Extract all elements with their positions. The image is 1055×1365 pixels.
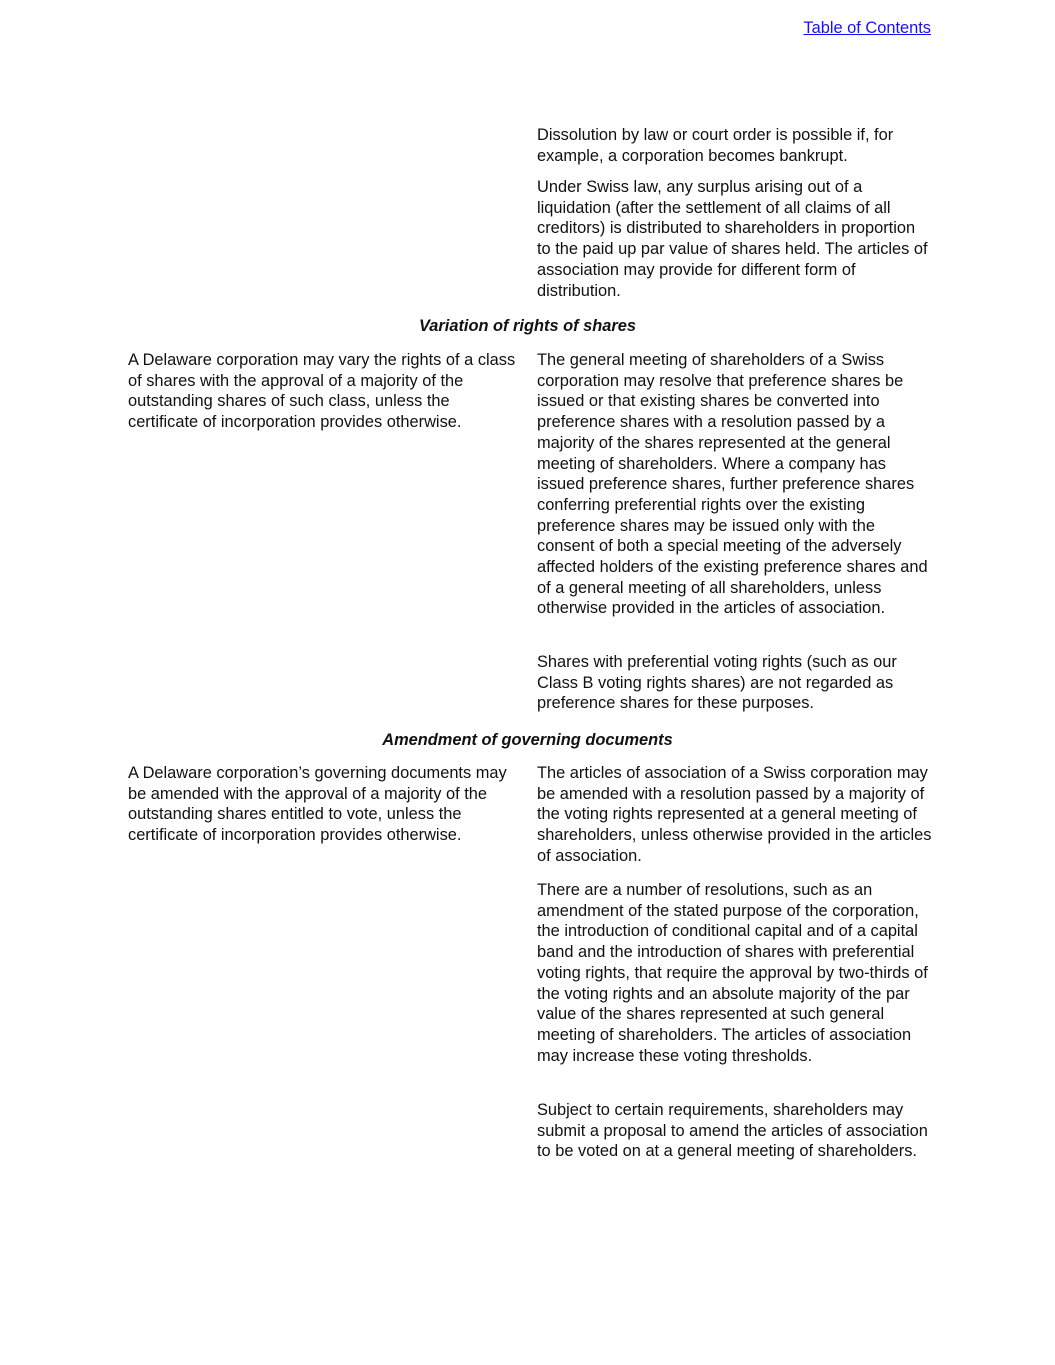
- swiss-text: The general meeting of shareholders of a Swiss corporation may resolve that preference shares be issued or that existing shares be converted into preference shares with a resolution passed by a majority of the shares represented at the general meeting of shareholders. Where a company has issued preference shares, further preference shares conferring preferential rights over the existing preference shares may be issued only with the consent of both a special meeting of the adversely affected holders of the existing preference shares and of a general meeting of all shareholders, unless otherwise provided in the articles of association.: [537, 351, 928, 618]
- swiss-text: Shares with preferential voting rights (such as our Class B voting rights shares) are not regarded as preference shares for these purposes.: [537, 653, 897, 713]
- section-heading-amendment-of-governing-documents: Amendment of governing documents: [382, 731, 673, 749]
- swiss-text: Subject to certain requirements, shareholders may submit a proposal to amend the articles of association to be voted on at a general meeting of shareholders.: [537, 1101, 928, 1161]
- intro-paragraph: Under Swiss law, any surplus arising out of a liquidation (after the settlement of all claims of all creditors) is distributed to shareholders in proportion to the paid up par value of shares held. The articles of association may provide for different form of distribution.: [537, 178, 928, 300]
- delaware-text: A Delaware corporation may vary the rights of a class of shares with the approval of a majority of the outstanding shares of such class, unless the certificate of incorporation provides otherwise.: [128, 351, 516, 432]
- intro-paragraph: Dissolution by law or court order is possible if, for example, a corporation becomes bankrupt.: [537, 126, 894, 165]
- table-of-contents-link[interactable]: Table of Contents: [803, 19, 931, 37]
- delaware-text: A Delaware corporation’s governing documents may be amended with the approval of a majority of the outstanding shares entitled to vote, unless the certificate of incorporation provides otherwise.: [128, 764, 507, 845]
- swiss-text: There are a number of resolutions, such as an amendment of the stated purpose of the corporation, the introduction of conditional capital and of a capital band and the introduction of shares with preferential voting rights, that require the approval by two-thirds of the voting rights and an absolute majority of the par value of the shares represented at such general meeting of shareholders. The articles of association may increase these voting thresholds.: [537, 881, 928, 1065]
- section-heading-variation-of-rights: Variation of rights of shares: [418, 317, 637, 335]
- swiss-text: The articles of association of a Swiss corporation may be amended with a resolution passed by a majority of the voting rights represented at a general meeting of shareholders, unless otherwise provided in the articles of association.: [537, 764, 932, 865]
